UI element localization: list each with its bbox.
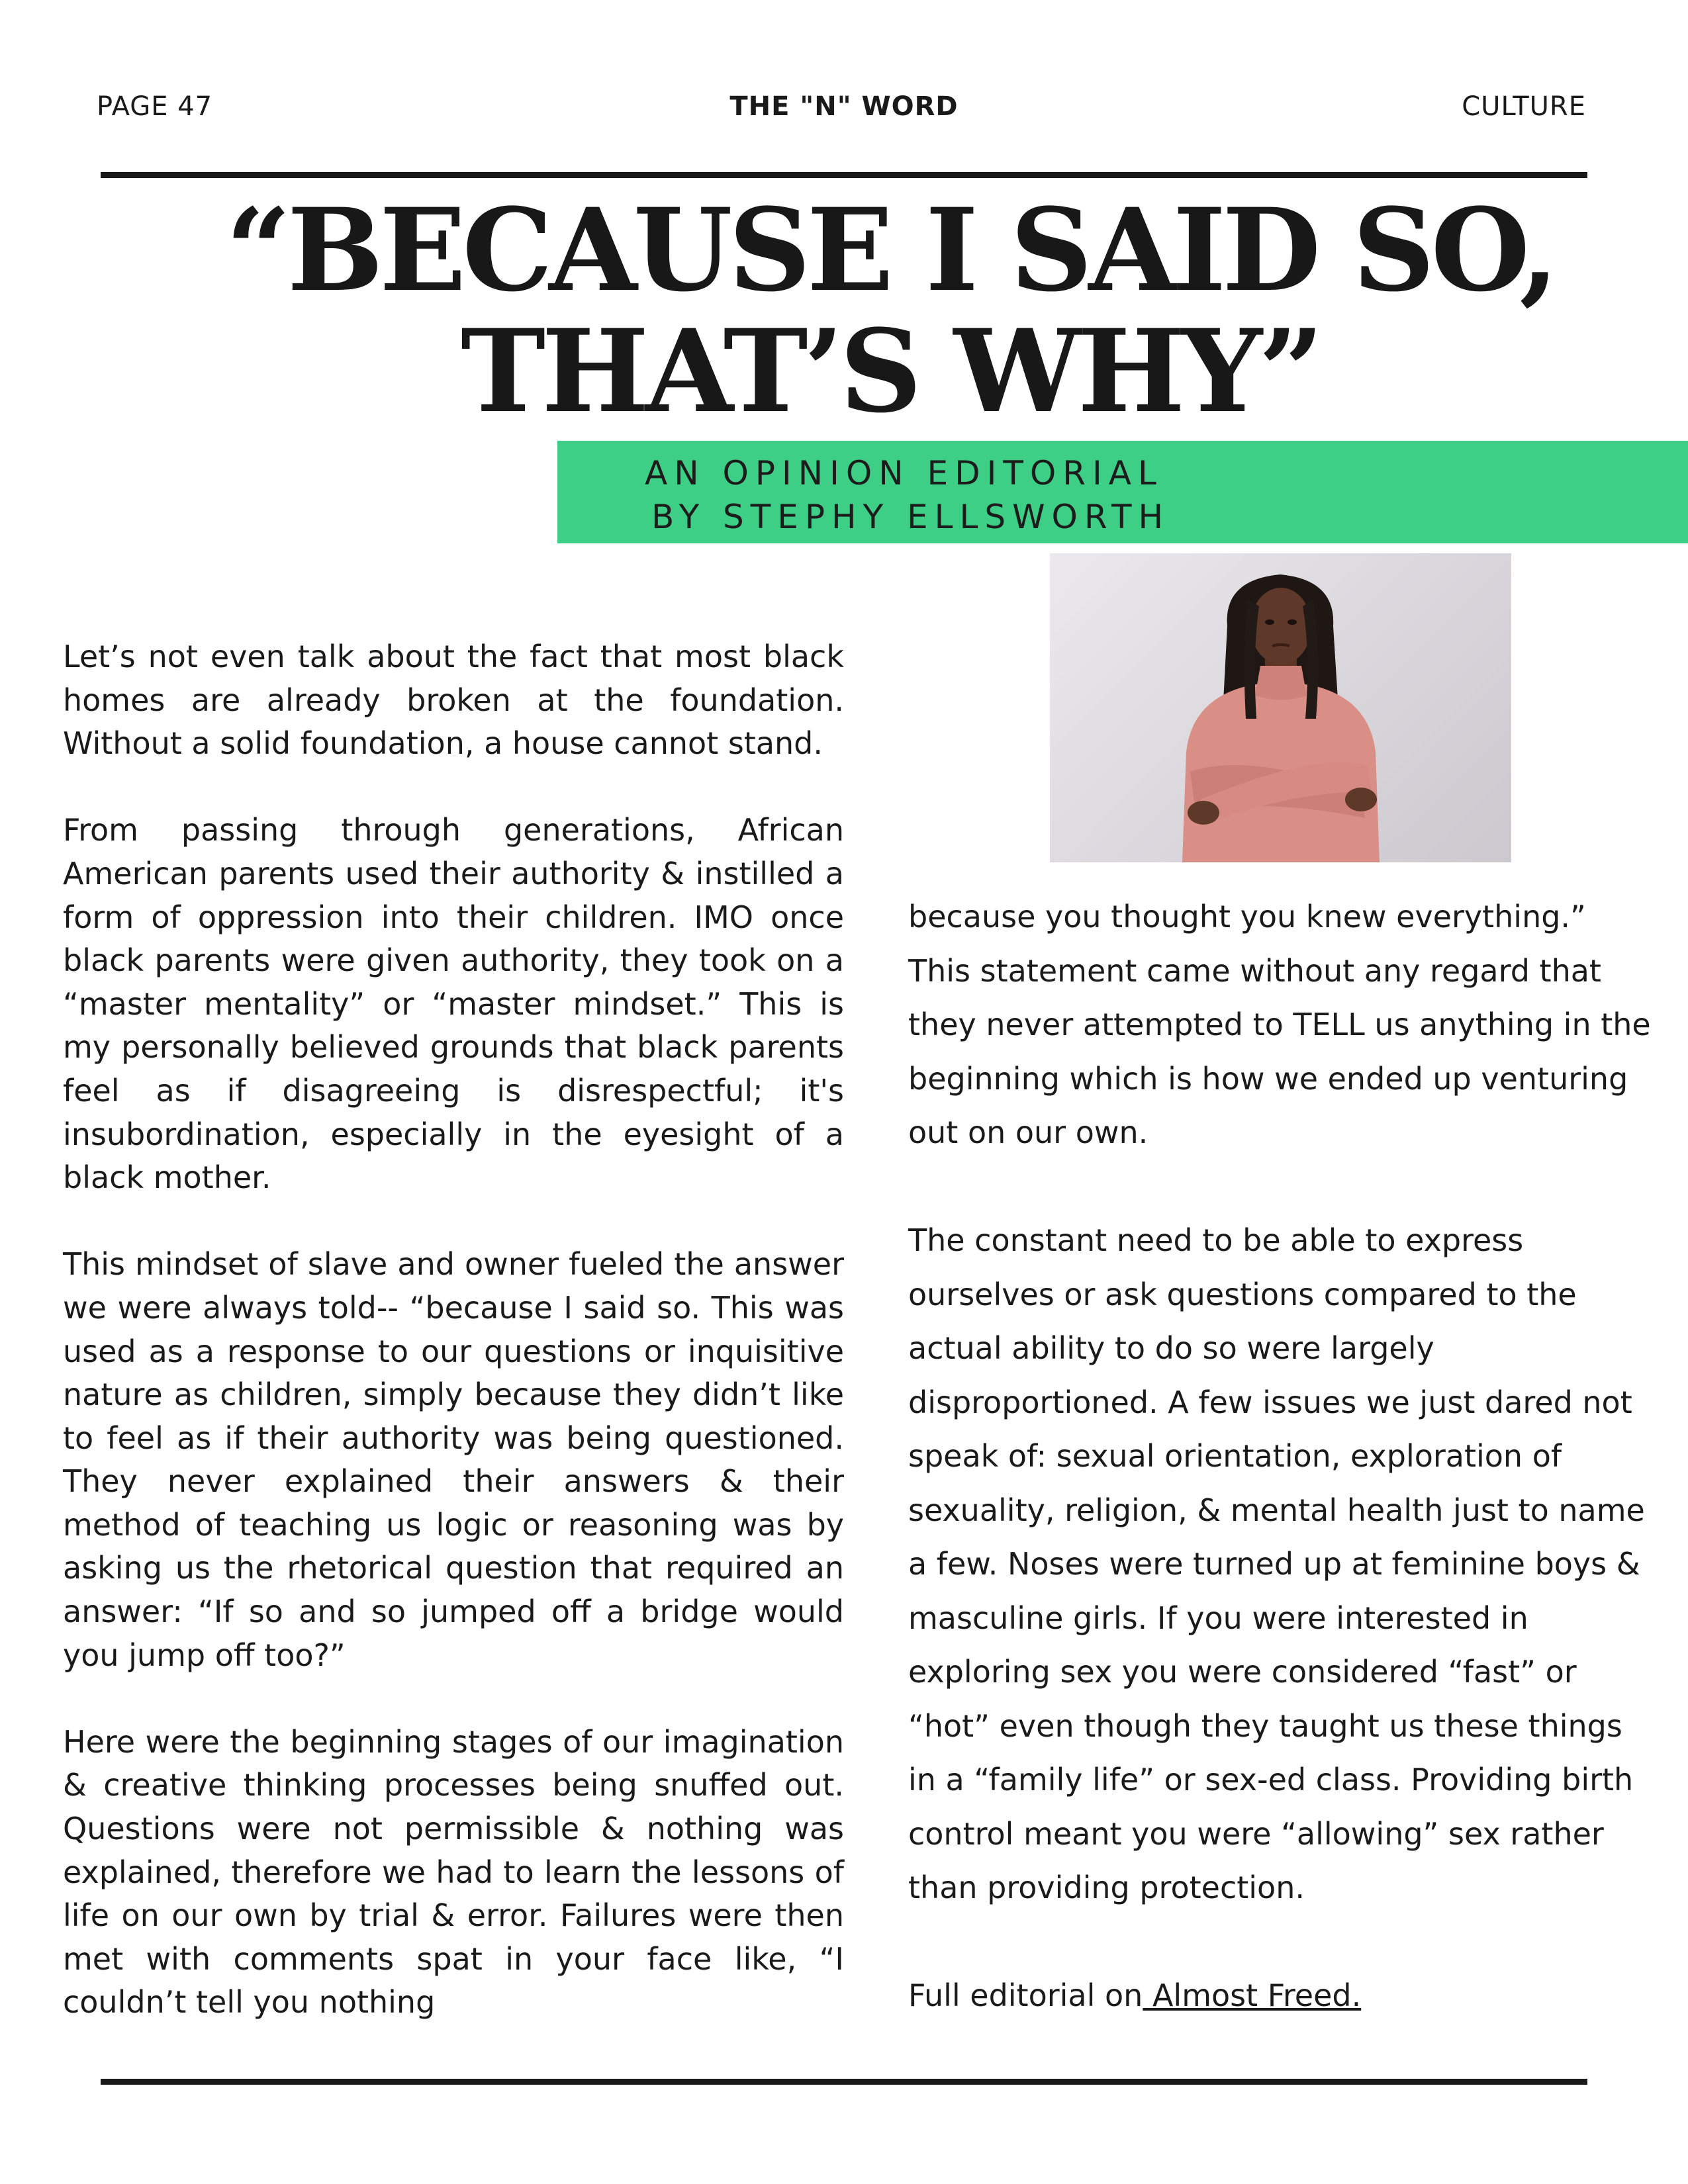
publication-name: THE "N" WORD <box>729 91 959 122</box>
banner-kicker: AN OPINION EDITORIAL <box>645 454 1163 492</box>
article-column-right <box>908 890 1656 2023</box>
article-paragraph: Here were the beginning stages of our imagination & creative thinking processes being snuffed out. Questions were not permissible & nothing was explained, therefore we had to learn the lessons of life on our own by trial & error. Failures were then met with comments spat in your face like, “I couldn’t tell you nothing <box>63 1723 844 2021</box>
byline: BY STEPHY ELLSWORTH <box>651 498 1170 536</box>
headline-line-1: “BECAUSE I SAID SO, <box>225 183 1556 317</box>
top-rule <box>101 172 1587 178</box>
byline-banner <box>557 441 1688 543</box>
full-editorial-prefix: Full editorial on <box>908 1978 1143 2013</box>
section-label: CULTURE <box>1462 91 1586 122</box>
woman-arms-crossed-illustration <box>1050 553 1511 862</box>
article-paragraph: Let’s not even talk about the fact that most black homes are already broken at the foundation. Without a solid foundation, a house cannot stand. <box>63 639 844 762</box>
almost-freed-link[interactable]: Almost Freed. <box>1143 1978 1362 2013</box>
headline-line-2: THAT’S WHY” <box>461 304 1320 438</box>
article-paragraph: From passing through generations, African American parents used their authority & instilled a form of oppression into their children. IMO once black parents were given authority, they took on a “master mentality” or “master mindset.” This is my personally believed grounds that black parents feel as if disagreeing is disrespectful; it's insubordination, especially in the eyesight of a black mother. <box>63 812 844 1196</box>
article-paragraph: because you thought you knew everything.” This statement came without any regard that they never attempted to TELL us anything in the beginning which is how we ended up venturing out on our own. <box>908 899 1651 1150</box>
bottom-rule <box>101 2079 1587 2085</box>
article-paragraph: The constant need to be able to express ourselves or ask questions compared to the actual ability to do so were largely disproportioned. A few issues we just dared not speak of: sexual orientation, exploration of sexuality, religion, & mental health just to name a few. Noses were turned up at feminine boys & masculine girls. If you were interested in exploring sex you were considered “fast” or “hot” even though they taught us these things in a “family life” or sex-ed class. Providing birth control meant you were “allowing” sex rather than providing protection. <box>908 1222 1645 1905</box>
full-editorial-note <box>908 1969 1656 2023</box>
page-number: PAGE 47 <box>97 91 213 122</box>
article-column-left <box>63 635 844 2025</box>
article-paragraph: This mindset of slave and owner fueled the answer we were always told-- “because I said so. This was used as a response to our questions or inquisitive nature as children, simply because they didn’t like to feel as if their authority was being questioned. They never explained their answers & their method of teaching us logic or reasoning was by asking us the rhetorical question that required an answer: “If so and so jumped off a bridge would you jump off too?” <box>63 1246 844 1673</box>
author-photo <box>1050 553 1511 862</box>
